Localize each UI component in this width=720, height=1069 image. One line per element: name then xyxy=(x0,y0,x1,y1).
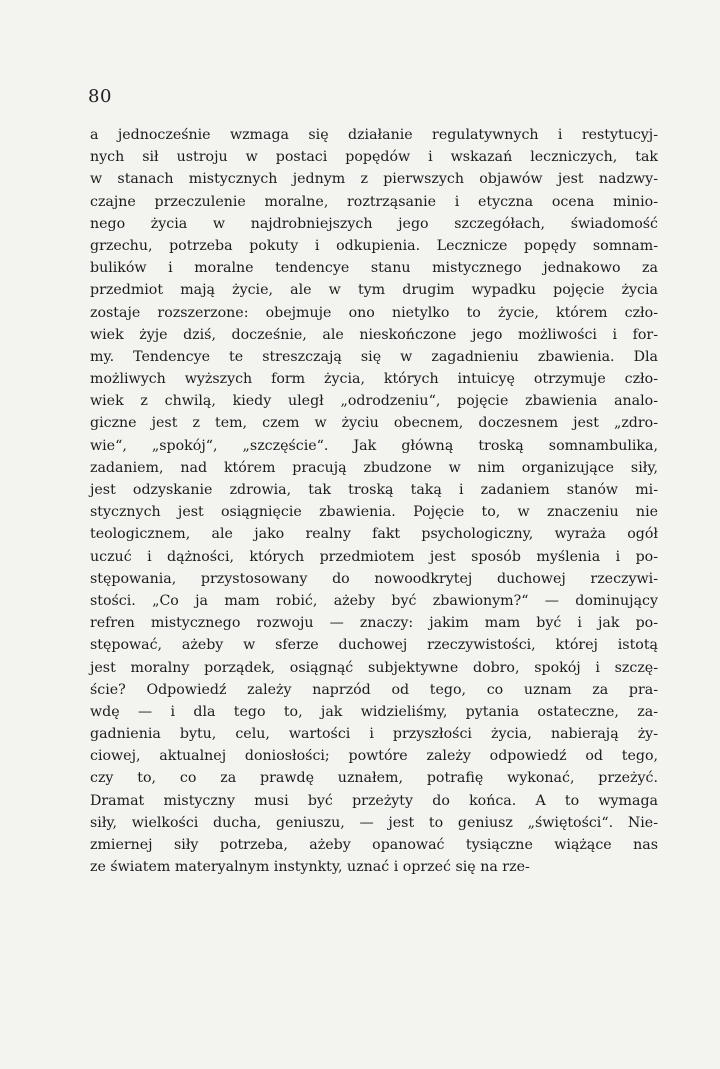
text-line-13: wiek z chwilą, kiedy uległ „odrodzeniu“, pojęcie zbawienia analo- xyxy=(90,393,658,410)
text-line-34: ze światem materyalnym instynkty, uznać i oprzeć się na rze- xyxy=(90,859,530,876)
text-line-21: stępowania, przystosowany do nowoodkrytej duchowej rzeczywi- xyxy=(90,570,658,587)
text-line-6: grzechu, potrzeba pokuty i odkupienia. Lecznicze popędy somnam- xyxy=(90,237,658,254)
text-line-23: refren mistycznego rozwoju — znaczy: jakim mam być i jak po- xyxy=(90,615,658,632)
text-line-22: stości. „Co ja mam robić, ażeby być zbawionym?“ — dominujący xyxy=(90,592,658,609)
text-line-20: uczuć i dążności, których przedmiotem jest sposób myślenia i po- xyxy=(90,548,658,565)
text-line-12: możliwych wyższych form życia, których intuicyę otrzymuje czło- xyxy=(90,371,658,388)
text-line-24: stępować, ażeby w sferze duchowej rzeczywistości, której istotą xyxy=(90,637,658,654)
text-line-9: zostaje rozszerzone: obejmuje ono nietylko to życie, którem czło- xyxy=(90,304,658,321)
text-line-8: przedmiot mają życie, ale w tym drugim wypadku pojęcie życia xyxy=(90,282,658,299)
text-line-17: jest odzyskanie zdrowia, tak troską taką i zadaniem stanów mi- xyxy=(90,482,658,498)
text-line-14: giczne jest z tem, czem w życiu obecnem, doczesnem jest „zdro- xyxy=(90,415,658,432)
text-line-28: gadnienia bytu, celu, wartości i przyszłości życia, nabierają ży- xyxy=(90,726,658,743)
page-number: 80 xyxy=(88,86,112,107)
text-line-19: teologicznem, ale jako realny fakt psychologiczny, wyraża ogół xyxy=(90,526,658,543)
text-line-27: wdę — i dla tego to, jak widzieliśmy, pytania ostateczne, za- xyxy=(90,703,658,720)
text-line-16: zadaniem, nad którem pracują zbudzone w nim organizujące siły, xyxy=(90,459,658,476)
text-line-18: stycznych jest osiągnięcie zbawienia. Pojęcie to, w znaczeniu nie xyxy=(90,504,658,521)
text-line-25: jest moralny porządek, osiągnąć subjektywne dobro, spokój i szczę- xyxy=(90,659,658,676)
text-line-3: w stanach mistycznych jednym z pierwszych objawów jest nadzwy- xyxy=(90,171,658,188)
text-line-30: czy to, co za prawdę uznałem, potrafię wykonać, przeżyć. xyxy=(90,770,658,787)
body-text xyxy=(90,124,658,878)
text-line-33: zmiernej siły potrzeba, ażeby opanować tysiączne wiążące nas xyxy=(90,837,658,853)
text-line-5: nego życia w najdrobniejszych jego szczegółach, świadomość xyxy=(90,215,658,232)
text-line-2: nych sił ustroju w postaci popędów i wskazań leczniczych, tak xyxy=(90,149,658,166)
text-line-11: my. Tendencye te streszczają się w zagadnieniu zbawienia. Dla xyxy=(90,348,658,365)
text-line-7: bulików i moralne tendencye stanu mistycznego jednakowo za xyxy=(90,260,658,277)
text-line-1: a jednocześnie wzmaga się działanie regulatywnych i restytucyj- xyxy=(90,127,658,143)
text-line-32: siły, wielkości ducha, geniuszu, — jest to geniusz „świętości“. Nie- xyxy=(90,814,658,831)
text-line-31: Dramat mistyczny musi być przeżyty do końca. A to wymaga xyxy=(90,792,658,809)
text-line-26: ście? Odpowiedź zależy naprzód od tego, co uznam za pra- xyxy=(90,681,658,698)
text-line-15: wie“, „spokój“, „szczęście“. Jak główną troską somnambulika, xyxy=(90,437,658,454)
text-line-4: czajne przeczulenie moralne, roztrząsanie i etyczna ocena minio- xyxy=(90,193,658,210)
text-line-10: wiek żyje dziś, docześnie, ale nieskończone jego możliwości i for- xyxy=(90,326,658,343)
text-line-29: ciowej, aktualnej doniosłości; powtóre zależy odpowiedź od tego, xyxy=(90,748,658,765)
